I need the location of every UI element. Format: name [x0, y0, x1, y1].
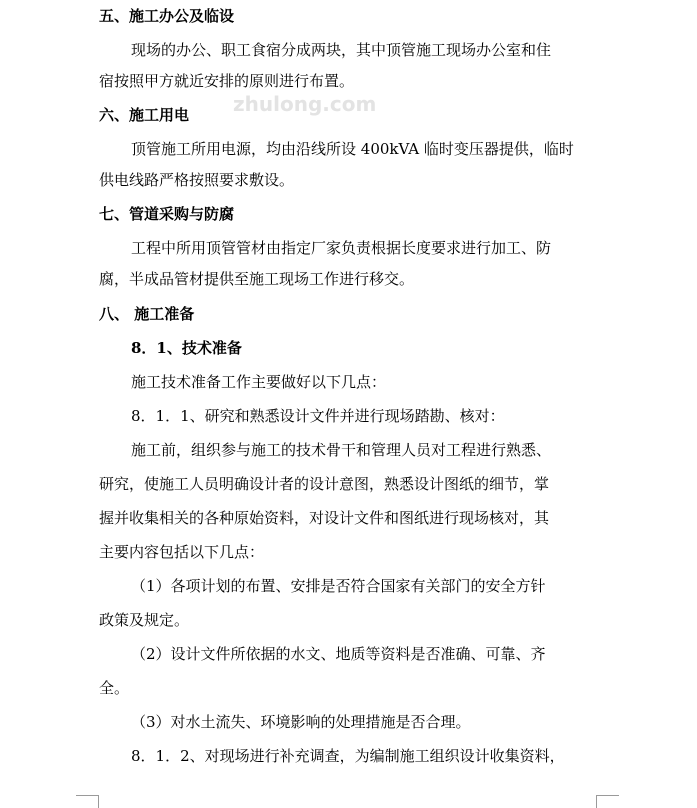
- paragraph-line: 宿按照甲方就近安排的原则进行布置。: [99, 72, 355, 90]
- list-item-1: （1）各项计划的布置、安排是否符合国家有关部门的安全方针: [131, 577, 546, 595]
- section-heading-8: 八、 施工准备: [99, 305, 195, 323]
- paragraph-line: 腐，半成品管材提供至施工现场工作进行移交。: [99, 270, 415, 288]
- paragraph-line: 现场的办公、职工食宿分成两块，其中顶管施工现场办公室和住: [131, 41, 552, 59]
- list-item-2-cont: 全。: [99, 679, 130, 697]
- paragraph-line: 握并收集相关的各种原始资料，对设计文件和图纸进行现场核对，其: [99, 509, 550, 527]
- paragraph-line: 工程中所用顶管管材由指定厂家负责根据长度要求进行加工、防: [131, 239, 552, 257]
- paragraph-line: 施工前，组织参与施工的技术骨干和管理人员对工程进行熟悉、: [131, 441, 552, 459]
- page-margin-mark-right: [596, 795, 619, 808]
- section-heading-7: 七、管道采购与防腐: [99, 205, 235, 223]
- page-margin-mark-left: [76, 795, 99, 808]
- list-item-2: （2）设计文件所依据的水文、地质等资料是否准确、可靠、齐: [131, 645, 546, 663]
- paragraph-line: 顶管施工所用电源，均由沿线所设 400kVA 临时变压器提供，临时: [131, 140, 574, 158]
- list-item-1-cont: 政策及规定。: [99, 611, 190, 629]
- paragraph-line: 研究，使施工人员明确设计者的设计意图，熟悉设计图纸的细节，掌: [99, 475, 550, 493]
- subsection-heading-8-1-1: 8．1．1、研究和熟悉设计文件并进行现场踏勘、核对：: [131, 407, 505, 425]
- list-item-3: （3）对水土流失、环境影响的处理措施是否合理。: [131, 713, 471, 731]
- paragraph-line: 施工技术准备工作主要做好以下几点：: [131, 373, 387, 391]
- paragraph-line: 主要内容包括以下几点：: [99, 543, 265, 561]
- section-heading-6: 六、施工用电: [99, 106, 190, 124]
- subsection-heading-8-1: 8．1、技术准备: [131, 339, 242, 357]
- section-heading-5: 五、施工办公及临设: [99, 7, 235, 25]
- subsection-heading-8-1-2: 8．1．2、对现场进行补充调查，为编制施工组织设计收集资料，: [131, 747, 565, 765]
- watermark: zhulong.com: [233, 92, 377, 116]
- paragraph-line: 供电线路严格按照要求敷设。: [99, 171, 295, 189]
